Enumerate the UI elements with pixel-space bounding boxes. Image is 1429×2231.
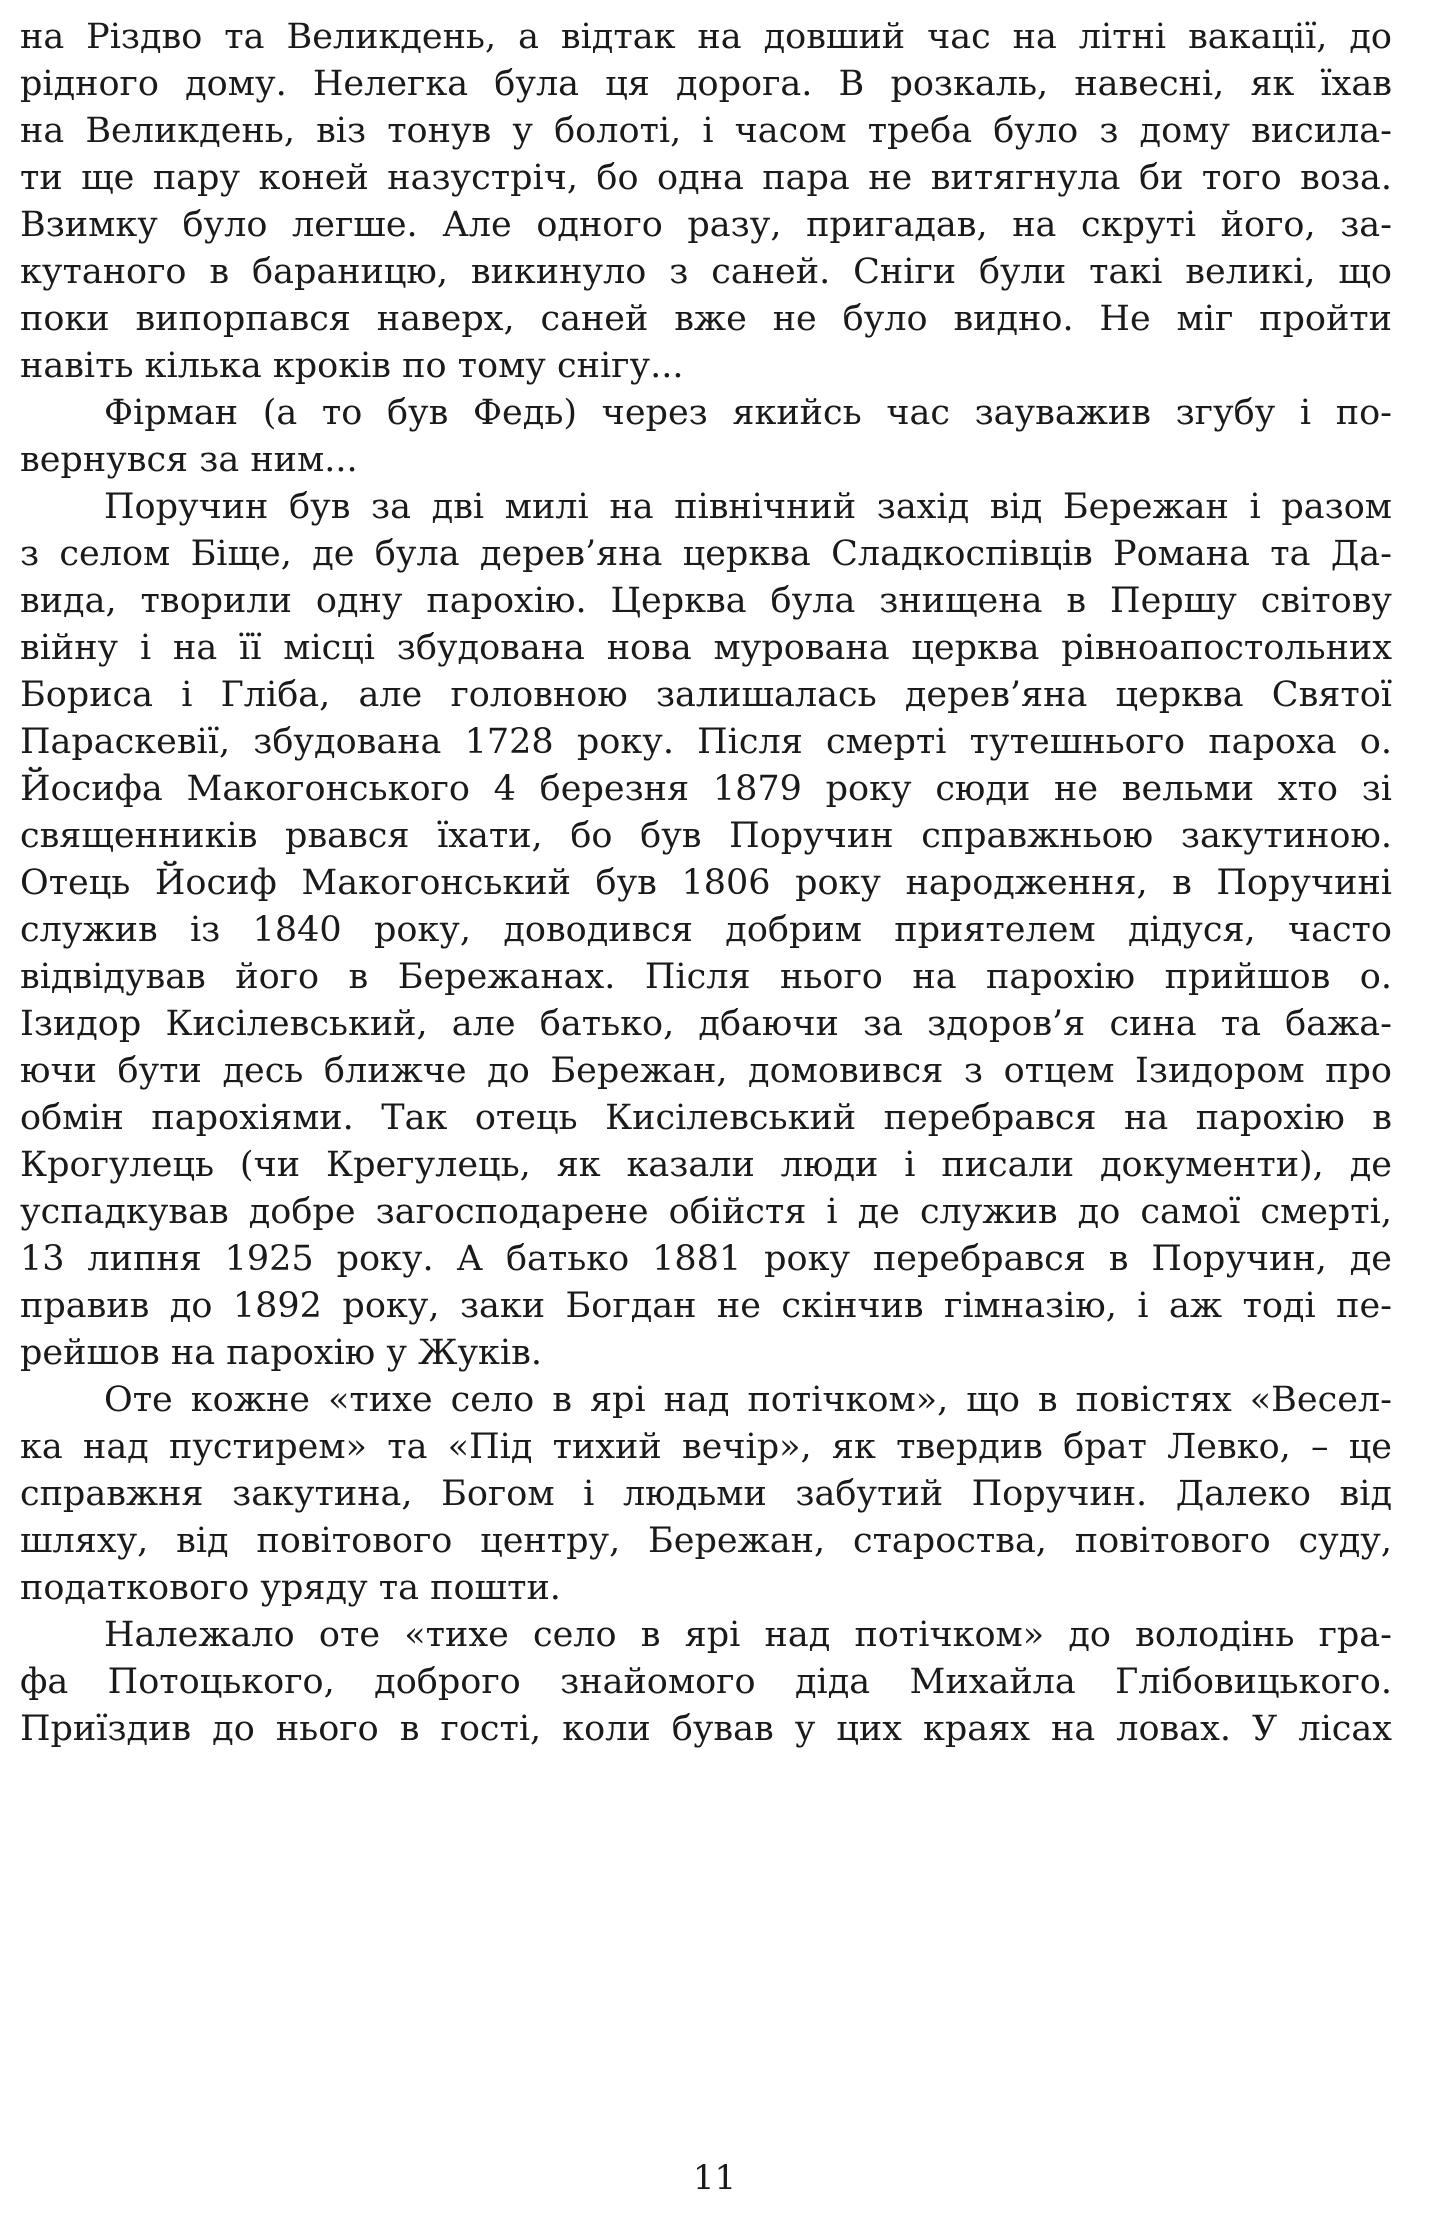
text-line: з селом Біще, де була дерев’яна церква Сладкоспівців Романа та Да- bbox=[20, 534, 1392, 574]
text-line: Фірман (а то був Федь) через якийсь час зауважив згубу і по- bbox=[104, 393, 1392, 433]
text-line: поки випорпався наверх, саней вже не було видно. Не міг пройти bbox=[20, 299, 1392, 339]
text-line: успадкував добре загосподарене обійстя і де служив до самої смерті, bbox=[20, 1192, 1392, 1232]
text-line: Належало оте «тихе село в ярі над потічком» до володінь гра- bbox=[104, 1615, 1392, 1655]
text-line: Параскевії, збудована 1728 року. Після смерті тутешнього пароха о. bbox=[20, 722, 1392, 762]
paragraph bbox=[20, 484, 1392, 1377]
text-line: на Великдень, віз тонув у болоті, і часом треба було з дому висила- bbox=[20, 111, 1392, 151]
text-line: шляху, від повітового центру, Бережан, староства, повітового суду, bbox=[20, 1521, 1392, 1561]
text-line: обмін парохіями. Так отець Кисілевський перебрався на парохію в bbox=[20, 1098, 1392, 1138]
text-line: навіть кілька кроків по тому снігу... bbox=[20, 346, 684, 386]
text-line: служив із 1840 року, доводився добрим приятелем дідуся, часто bbox=[20, 910, 1392, 950]
text-line: вернувся за ним... bbox=[20, 440, 358, 480]
text-line: Крогулець (чи Крегулець, як казали люди і писали документи), де bbox=[20, 1145, 1392, 1185]
page-body bbox=[20, 14, 1392, 1753]
text-line: Йосифа Макогонського 4 березня 1879 року сюди не вельми хто зі bbox=[20, 769, 1392, 809]
text-line: Оте кожне «тихе село в ярі над потічком», що в повістях «Весел- bbox=[104, 1380, 1392, 1420]
paragraph bbox=[20, 1612, 1392, 1753]
text-line: Ізидор Кисілевський, але батько, дбаючи за здоров’я сина та бажа- bbox=[20, 1004, 1392, 1044]
text-line: вида, творили одну парохію. Церква була знищена в Першу світову bbox=[20, 581, 1392, 621]
text-line: правив до 1892 року, заки Богдан не скінчив гімназію, і аж тоді пе- bbox=[20, 1286, 1392, 1326]
text-line: рейшов на парохію у Жуків. bbox=[20, 1333, 542, 1373]
text-line: 13 липня 1925 року. А батько 1881 року перебрався в Поручин, де bbox=[20, 1239, 1392, 1279]
text-line: податкового уряду та пошти. bbox=[20, 1568, 561, 1608]
text-line: священників рвався їхати, бо був Поручин справжньою закутиною. bbox=[20, 816, 1392, 856]
text-line: ти ще пару коней назустріч, бо одна пара не витягнула би того воза. bbox=[20, 158, 1392, 198]
text-line: фа Потоцького, доброго знайомого діда Михайла Глібовицького. bbox=[20, 1662, 1392, 1702]
text-line: справжня закутина, Богом і людьми забутий Поручин. Далеко від bbox=[20, 1474, 1392, 1514]
paragraph bbox=[20, 390, 1392, 484]
text-line: Приїздив до нього в гості, коли бував у цих краях на ловах. У лісах bbox=[20, 1709, 1392, 1749]
text-line: кутаного в бараницю, викинуло з саней. Сніги були такі великі, що bbox=[20, 252, 1392, 292]
text-line: Взимку було легше. Але одного разу, пригадав, на скруті його, за- bbox=[20, 205, 1392, 245]
text-line: ючи бути десь ближче до Бережан, домовився з отцем Ізидором про bbox=[20, 1051, 1392, 1091]
text-line: Отець Йосиф Макогонський був 1806 року народження, в Поручині bbox=[20, 863, 1392, 903]
text-line: Бориса і Гліба, але головною залишалась дерев’яна церква Святої bbox=[20, 675, 1392, 715]
text-line: рідного дому. Нелегка була ця дорога. В розкаль, навесні, як їхав bbox=[20, 64, 1392, 104]
text-line: Поручин був за дві милі на північний захід від Бережан і разом bbox=[104, 487, 1392, 527]
page-number: 11 bbox=[692, 2158, 737, 2198]
text-line: відвідував його в Бережанах. Після нього на парохію прийшов о. bbox=[20, 957, 1392, 997]
paragraph bbox=[20, 14, 1392, 390]
text-line: ка над пустирем» та «Під тихий вечір», як твердив брат Левко, – це bbox=[20, 1427, 1392, 1467]
text-line: війну і на її місці збудована нова мурована церква рівноапостольних bbox=[20, 628, 1392, 668]
paragraph bbox=[20, 1377, 1392, 1612]
text-line: на Різдво та Великдень, а відтак на довший час на літні вакації, до bbox=[20, 17, 1392, 57]
